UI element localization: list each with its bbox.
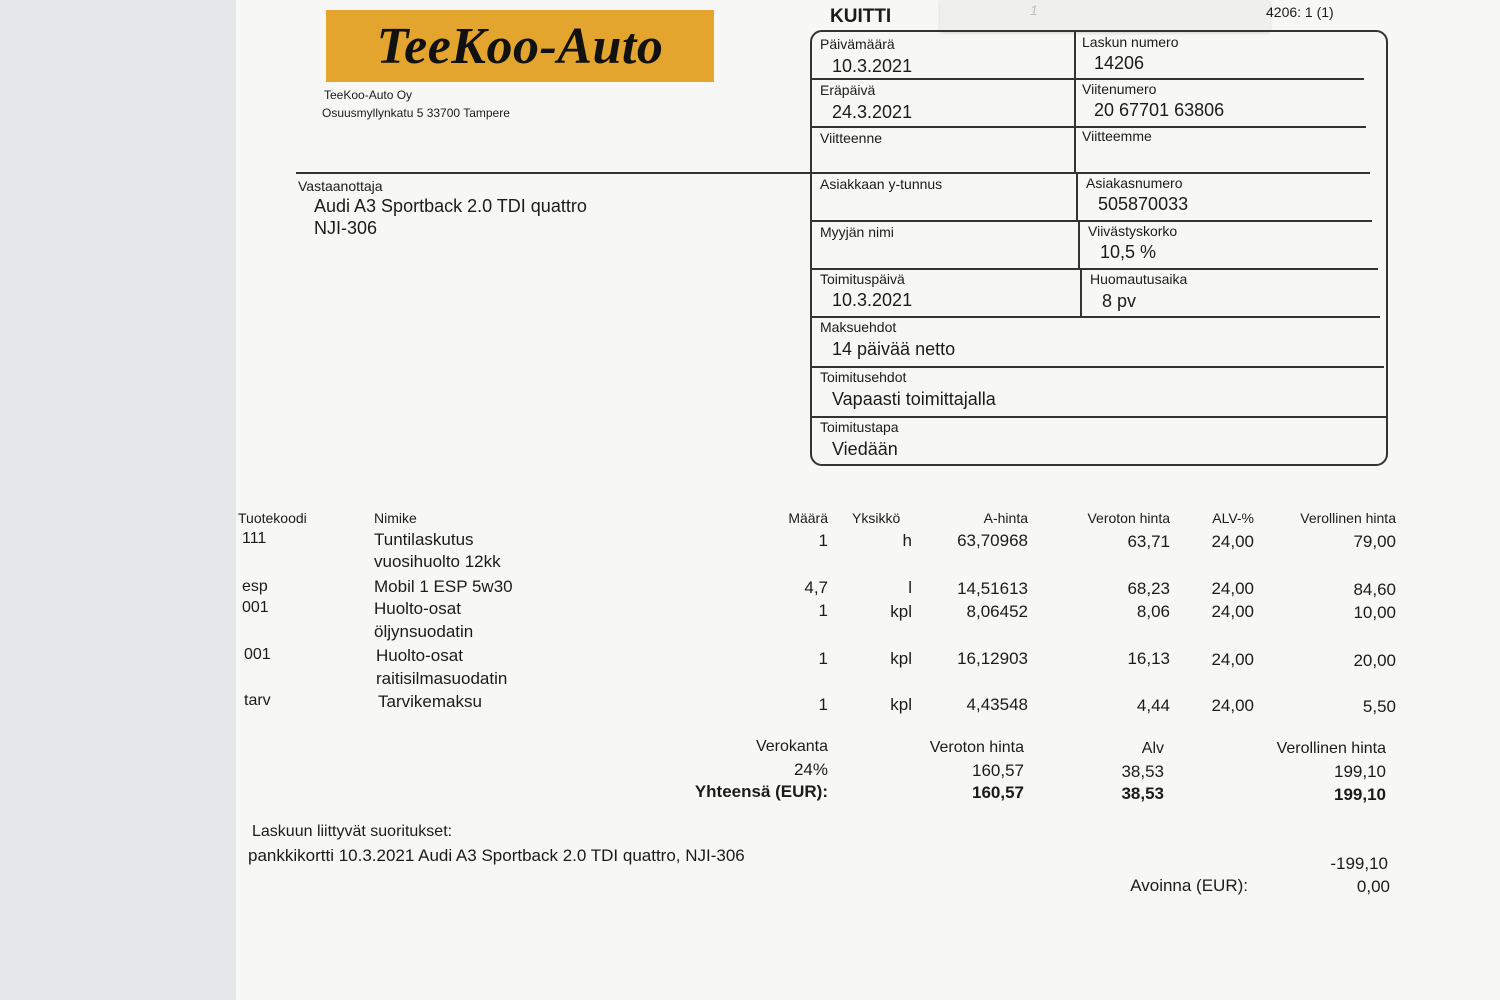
row-net: 68,23 xyxy=(1127,579,1170,598)
row-unit: kpl xyxy=(890,602,912,621)
payment-terms-value: 14 päivää netto xyxy=(832,339,956,359)
row-vat: 24,00 xyxy=(1211,696,1254,715)
business-id-label: Asiakkaan y-tunnus xyxy=(820,176,943,192)
summary-gross-label: Verollinen hinta xyxy=(1276,740,1386,757)
column-header-unit: Yksikkö xyxy=(852,510,901,526)
row-gross: 79,00 xyxy=(1353,532,1396,551)
column-header-quantity: Määrä xyxy=(788,510,828,526)
row-name: Mobil 1 ESP 5w30 xyxy=(374,577,513,596)
delivery-date-value: 10.3.2021 xyxy=(832,290,913,310)
row-code: tarv xyxy=(244,692,271,709)
row-net: 63,71 xyxy=(1127,532,1170,551)
row-code: 001 xyxy=(242,599,269,616)
due-date-label: Eräpäivä xyxy=(820,82,876,98)
invoice-number-value: 14206 xyxy=(1094,53,1145,73)
row-vat: 24,00 xyxy=(1211,602,1254,621)
row-name: Tarvikemaksu xyxy=(378,692,482,711)
delivery-terms-value: Vapaasti toimittajalla xyxy=(832,389,996,409)
open-balance-value: 0,00 xyxy=(1356,877,1390,896)
row-vat: 24,00 xyxy=(1211,532,1254,551)
recipient-plate: NJI-306 xyxy=(314,218,378,238)
payment-amount: -199,10 xyxy=(1330,854,1388,873)
row-unit-price: 14,51613 xyxy=(957,579,1028,598)
row-gross: 84,60 xyxy=(1353,580,1396,599)
date-label: Päivämäärä xyxy=(820,36,895,52)
summary-vat-label: Alv xyxy=(1141,740,1164,757)
row-vat: 24,00 xyxy=(1211,650,1254,669)
row-unit: h xyxy=(902,531,912,550)
delivery-terms-label: Toimitusehdot xyxy=(820,369,907,385)
row-quantity: 4,7 xyxy=(804,578,828,597)
reference-label: Viitenumero xyxy=(1082,81,1157,97)
row-quantity: 1 xyxy=(818,531,828,550)
row-net: 8,06 xyxy=(1136,602,1170,621)
paper-sticker xyxy=(940,0,1270,32)
interest-label: Viivästyskorko xyxy=(1088,223,1178,239)
row-name: Huolto-osat xyxy=(376,646,463,665)
row-net: 4,44 xyxy=(1136,696,1170,715)
total-label: Yhteensä (EUR): xyxy=(694,782,828,801)
row-unit-price: 16,12903 xyxy=(957,649,1028,668)
column-header-net: Veroton hinta xyxy=(1087,510,1170,526)
recipient-divider xyxy=(296,172,812,174)
delivery-date-label: Toimituspäivä xyxy=(820,271,905,287)
sticker-handwriting: 1 xyxy=(1030,2,1038,18)
payment-line: pankkikortti 10.3.2021 Audi A3 Sportback 2.0 TDI quattro, NJI-306 xyxy=(248,846,745,865)
row-net: 16,13 xyxy=(1127,649,1170,668)
summary-vat: 38,53 xyxy=(1121,762,1164,781)
recipient-label: Vastaanottaja xyxy=(298,178,383,194)
total-vat: 38,53 xyxy=(1121,784,1164,803)
company-name: TeeKoo-Auto Oy xyxy=(324,88,413,102)
row-name: Huolto-osat xyxy=(374,599,461,618)
company-address: Osuusmyllynkatu 5 33700 Tampere xyxy=(322,106,510,120)
customer-number-value: 505870033 xyxy=(1098,194,1189,214)
summary-net: 160,57 xyxy=(972,761,1024,780)
row-unit-price: 63,70968 xyxy=(957,531,1028,550)
row-vat: 24,00 xyxy=(1211,579,1254,598)
row-name: Tuntilaskutus xyxy=(374,530,474,549)
summary-gross: 199,10 xyxy=(1334,762,1386,781)
notice-period-label: Huomautusaika xyxy=(1090,271,1188,287)
document-title: KUITTI xyxy=(830,6,892,27)
row-gross: 5,50 xyxy=(1362,697,1396,716)
total-net: 160,57 xyxy=(972,783,1024,802)
total-gross: 199,10 xyxy=(1334,785,1386,804)
column-header-item: Nimike xyxy=(374,510,417,526)
payment-terms-label: Maksuehdot xyxy=(820,319,897,335)
summary-rate: 24% xyxy=(793,760,828,779)
payments-label: Laskuun liittyvät suoritukset: xyxy=(252,823,453,840)
row-quantity: 1 xyxy=(818,649,828,668)
column-header-gross: Verollinen hinta xyxy=(1300,510,1396,526)
delivery-method-label: Toimitustapa xyxy=(820,419,899,435)
column-header-unit-price: A-hinta xyxy=(983,510,1028,526)
your-reference-label: Viitteenne xyxy=(820,130,883,146)
invoice-number-label: Laskun numero xyxy=(1082,34,1179,50)
interest-value: 10,5 % xyxy=(1100,242,1157,262)
row-unit-price: 4,43548 xyxy=(966,695,1028,714)
row-quantity: 1 xyxy=(818,601,828,620)
due-date-value: 24.3.2021 xyxy=(832,102,913,122)
recipient-vehicle: Audi A3 Sportback 2.0 TDI quattro xyxy=(314,196,587,216)
column-header-code: Tuotekoodi xyxy=(238,510,307,526)
notice-period-value: 8 pv xyxy=(1102,291,1137,311)
row-gross: 10,00 xyxy=(1353,603,1396,622)
delivery-method-value: Viedään xyxy=(832,439,898,459)
row-code: 111 xyxy=(242,530,267,547)
row-code: 001 xyxy=(244,646,271,663)
customer-number-label: Asiakasnumero xyxy=(1086,175,1183,191)
row-code: esp xyxy=(242,578,268,595)
company-logo: TeeKoo-Auto xyxy=(326,10,714,82)
reference-value: 20 67701 63806 xyxy=(1094,100,1225,120)
open-balance-label: Avoinna (EUR): xyxy=(1130,876,1248,895)
row-quantity: 1 xyxy=(818,695,828,714)
row-gross: 20,00 xyxy=(1353,651,1396,670)
column-header-vat: ALV-% xyxy=(1212,510,1254,526)
row-unit: l xyxy=(908,578,912,597)
row-name-detail: öljynsuodatin xyxy=(374,622,474,641)
row-name-detail: vuosihuolto 12kk xyxy=(374,552,501,571)
date-value: 10.3.2021 xyxy=(832,56,913,76)
row-unit: kpl xyxy=(890,695,912,714)
row-unit-price: 8,06452 xyxy=(966,602,1028,621)
page-number: 4206: 1 (1) xyxy=(1266,4,1334,20)
seller-label: Myyjän nimi xyxy=(820,224,894,240)
our-reference-label: Viitteemme xyxy=(1082,128,1152,144)
summary-net-label: Veroton hinta xyxy=(929,739,1024,756)
row-unit: kpl xyxy=(890,649,912,668)
row-name-detail: raitisilmasuodatin xyxy=(376,669,508,688)
summary-rate-label: Verokanta xyxy=(755,738,828,755)
